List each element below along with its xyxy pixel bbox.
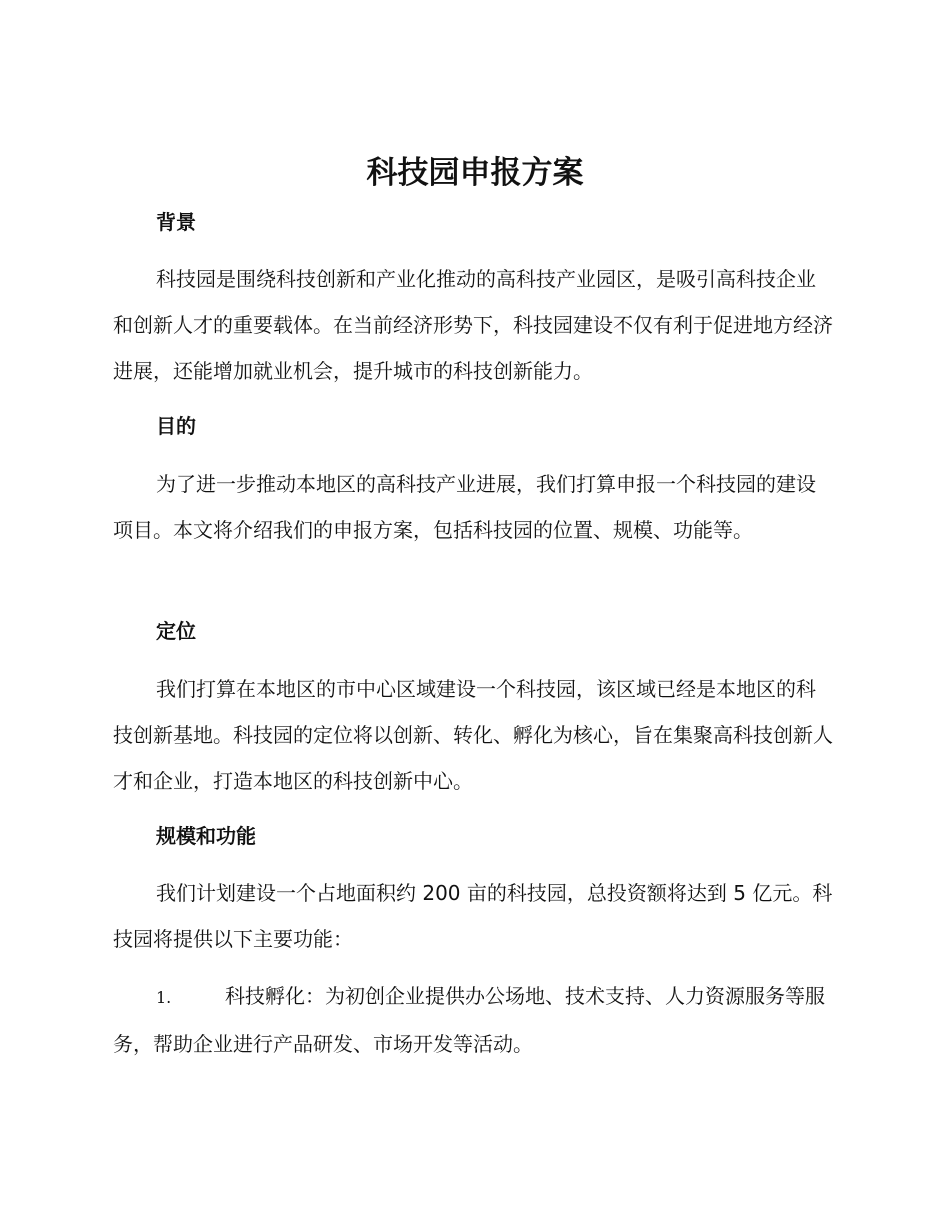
- section-heading-background: 背景: [156, 210, 196, 234]
- section-paragraph-positioning: 我们打算在本地区的市中心区域建设一个科技园，该区域已经是本地区的科技创新基地。科技园的定位将以创新、转化、孵化为核心，旨在集聚高科技创新人才和企业，打造本地区的科技创新中心。: [113, 677, 833, 793]
- section-heading-positioning: 定位: [156, 619, 196, 643]
- section-paragraph-background: 科技园是围绕科技创新和产业化推动的高科技产业园区，是吸引高科技企业和创新人才的重要载体。在当前经济形势下，科技园建设不仅有利于促进地方经济进展，还能增加就业机会，提升城市的科技创新能力。: [113, 267, 833, 383]
- section-heading-purpose: 目的: [156, 414, 196, 438]
- list-item-number: 1.: [156, 988, 172, 1007]
- section-heading-scale-function: 规模和功能: [156, 824, 256, 848]
- list-item: [113, 973, 833, 1067]
- list-item-text: 科技孵化：为初创企业提供办公场地、技术支持、人力资源服务等服务，帮助企业进行产品研发、市场开发等活动。: [113, 984, 825, 1056]
- document-title: 科技园申报方案: [366, 155, 584, 191]
- section-paragraph-purpose: 为了进一步推动本地区的高科技产业进展，我们打算申报一个科技园的建设项目。本文将介绍我们的申报方案，包括科技园的位置、规模、功能等。: [113, 472, 816, 542]
- section-paragraph-scale-function: 我们计划建设一个占地面积约 200 亩的科技园，总投资额将达到 5 亿元。科技园将提供以下主要功能：: [113, 881, 833, 951]
